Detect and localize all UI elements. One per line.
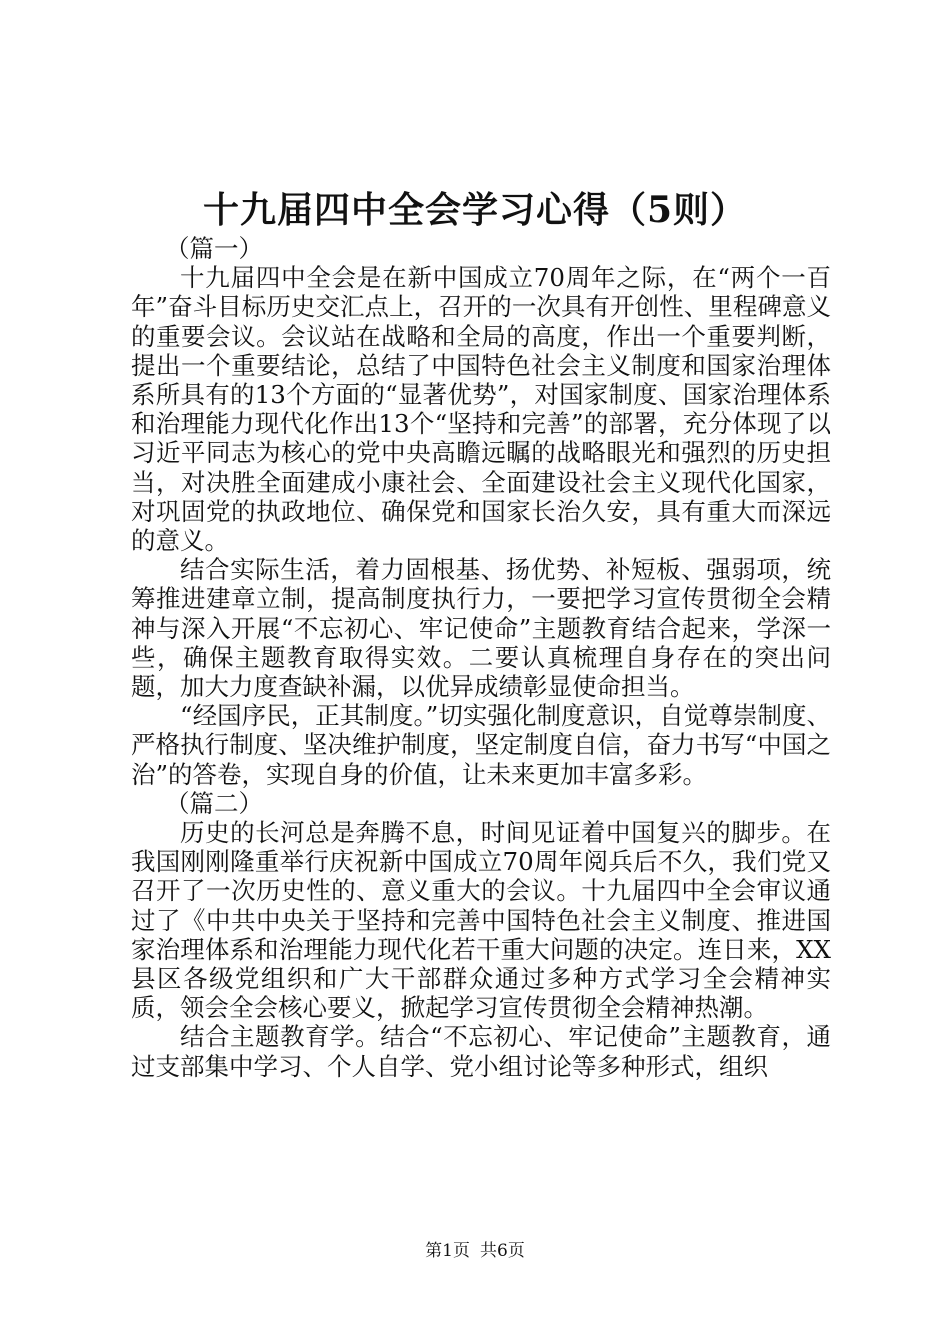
document-title: 十九届四中全会学习心得（5则） bbox=[202, 189, 748, 231]
section-heading-1: （篇一） bbox=[165, 234, 263, 263]
section-heading-2: （篇二） bbox=[165, 788, 263, 818]
page-number: 第1页 bbox=[425, 1241, 470, 1261]
paragraph: 十九届四中全会是在新中国成立70周年之际，在“两个一百年”奋斗目标历史交汇点上，召开的一次具有开创性、里程碑意义的重要会议。会议站在战略和全局的高度，作出一个重要判断，提出一个重要结论，总结了中国特色社会主义制度和国家治理体系所具有的13个方面的“显著优势”，对国家制度、国家治理体系和治理能力现代化作出13个“坚持和完善”的部署，充分体现了以习近平同志为核心的党中央高瞻远瞩的战略眼光和强烈的历史担当，对决胜全面建成小康社会、全面建设社会主义现代化国家，对巩固党的执政地位、确保党和国家长治久安，具有重大而深远的意义。 bbox=[131, 263, 831, 556]
paragraph: 历史的长河总是奔腾不息，时间见证着中国复兴的脚步。在我国刚刚隆重举行庆祝新中国成立70周年阅兵后不久，我们党又召开了一次历史性的、意义重大的会议。十九届四中全会审议通过了《中共中央关于坚持和完善中国特色社会主义制度、推进国家治理体系和治理能力现代化若干重大问题的决定。连日来，XX县区各级党组织和广大干部群众通过多种方式学习全会精神实质，领会全会核心要义，掀起学习宣传贯彻全会精神热潮。 bbox=[131, 818, 831, 1023]
document-body bbox=[131, 234, 831, 1081]
page-total: 共6页 bbox=[480, 1241, 525, 1261]
page-footer bbox=[0, 1239, 950, 1263]
paragraph: 结合主题教育学。结合“不忘初心、牢记使命”主题教育，通过支部集中学习、个人自学、党小组讨论等多种形式，组织 bbox=[131, 1022, 831, 1081]
paragraph: “经国序民，正其制度。”切实强化制度意识，自觉尊崇制度、严格执行制度、坚决维护制度，坚定制度自信，奋力书写“中国之治”的答卷，实现自身的价值，让未来更加丰富多彩。 bbox=[131, 701, 831, 789]
paragraph: 结合实际生活，着力固根基、扬优势、补短板、强弱项，统筹推进建章立制，提高制度执行力，一要把学习宣传贯彻全会精神与深入开展“不忘初心、牢记使命”主题教育结合起来，学深一些，确保主题教育取得实效。二要认真梳理自身存在的突出问题，加大力度查缺补漏，以优异成绩彰显使命担当。 bbox=[131, 555, 831, 702]
